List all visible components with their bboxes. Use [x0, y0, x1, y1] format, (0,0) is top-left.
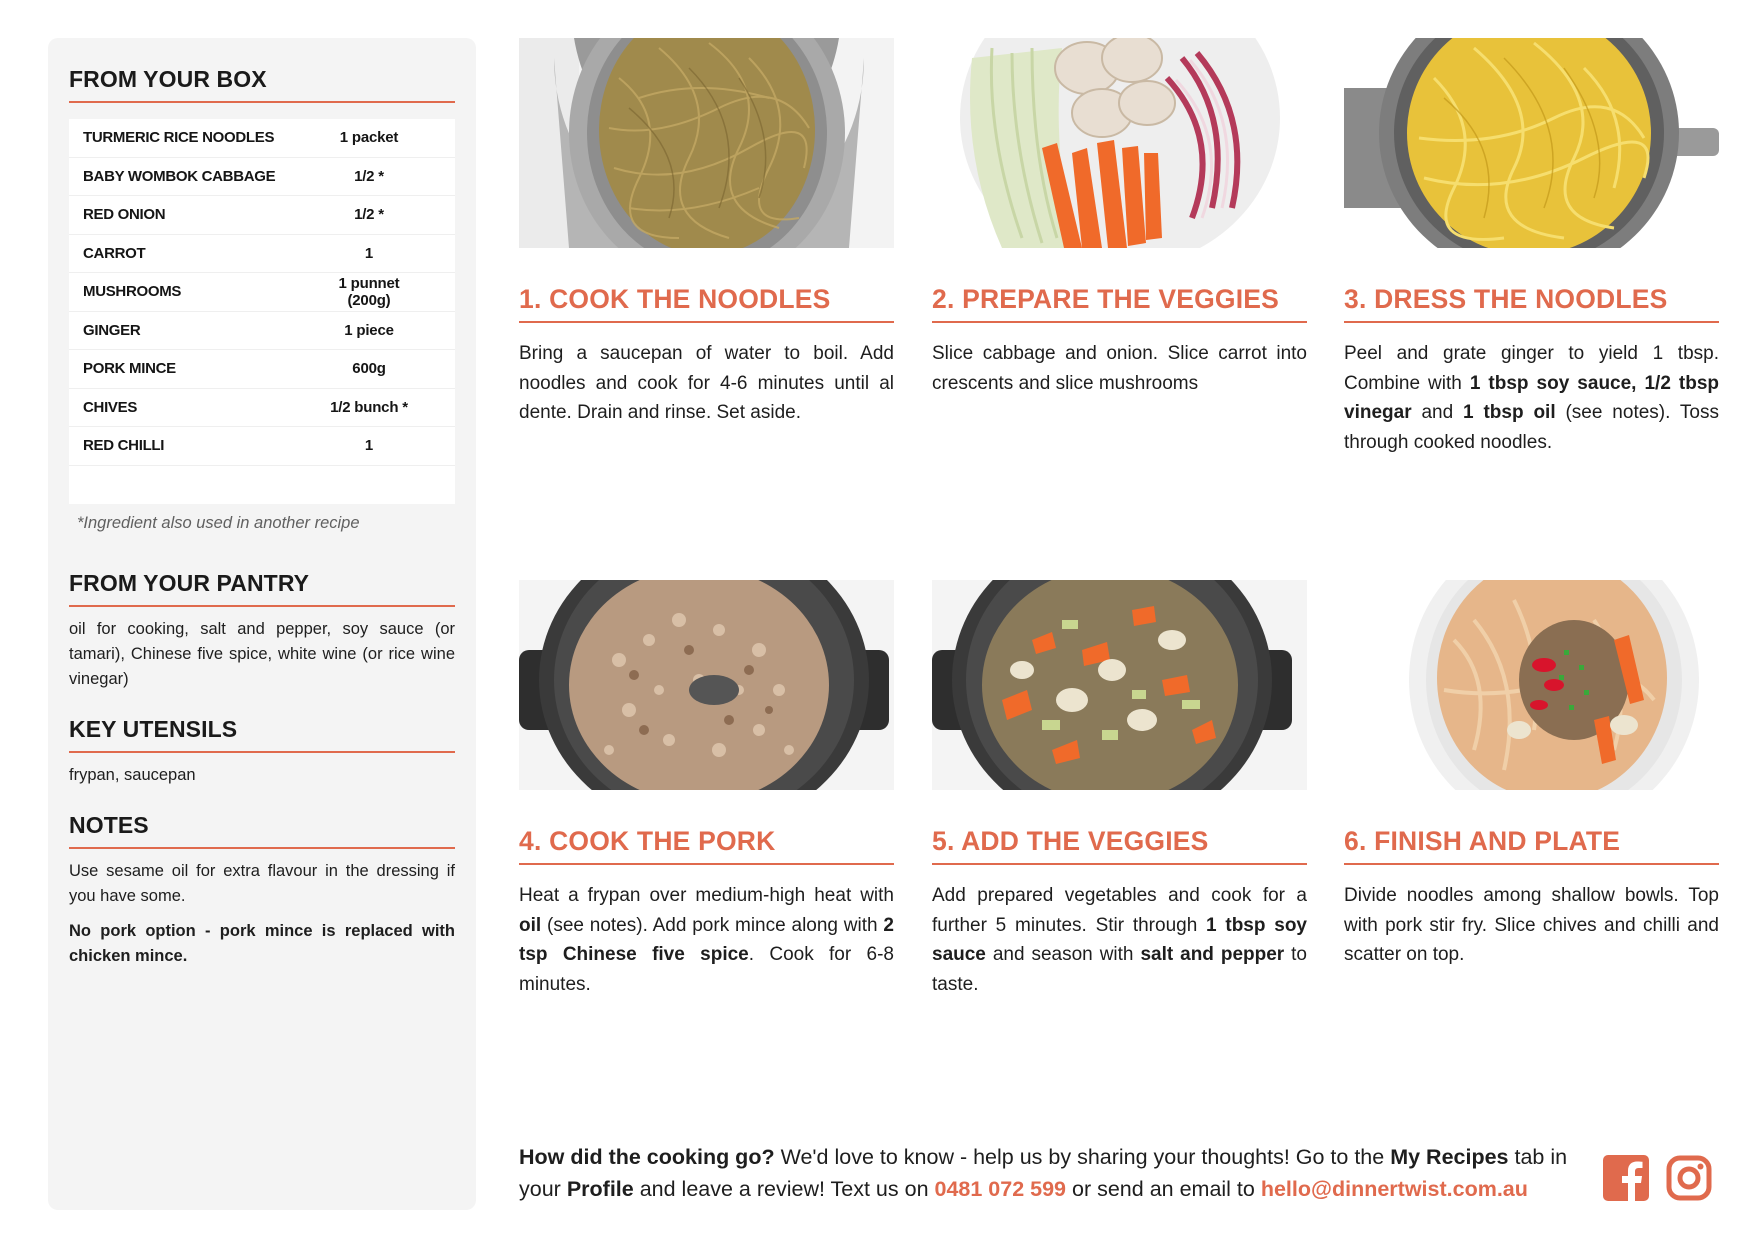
ingredient-name: GINGER [83, 321, 141, 339]
ingredient-name: RED CHILLI [83, 437, 165, 455]
ingredient-row [69, 389, 455, 428]
step-5 [932, 580, 1307, 999]
footer-text-2: tab in your [519, 1145, 1568, 1201]
ingredient-row [69, 312, 455, 351]
ingredient-row [69, 158, 455, 197]
step-4 [519, 580, 894, 999]
footer-text-1: We'd love to know - help us by sharing your thoughts! Go to the [774, 1145, 1391, 1169]
ingredient-qty: 1 [364, 244, 374, 262]
ingredient-row [69, 119, 455, 158]
ingredient-row [69, 196, 455, 235]
footer-text-3: and leave a review! Text us on [633, 1176, 935, 1201]
step-2-text [932, 339, 1307, 398]
step-text-bold: 1 tbsp soy sauce, 1/2 tbsp vinegar [1344, 372, 1719, 423]
ingredient-empty-row [69, 466, 455, 504]
step-text-part: (see notes). Toss through cooked noodles. [1344, 402, 1719, 453]
ingredient-row [69, 350, 455, 389]
ingredient-row [69, 273, 455, 312]
step-3-title: 3. DRESS THE NOODLES [1344, 284, 1719, 323]
ingredient-name: CHIVES [83, 398, 138, 416]
notes-bold-text: No pork option - pork mince is replaced with chicken mince. [69, 921, 455, 965]
ingredient-name: CARROT [83, 244, 146, 262]
ingredient-row [69, 427, 455, 466]
ingredient-name: RED ONION [83, 206, 166, 224]
instagram-icon[interactable] [1666, 1155, 1712, 1201]
step-2 [932, 38, 1307, 398]
ingredient-qty: 1 punnet (200g) [338, 274, 400, 309]
my-recipes-label: My Recipes [1390, 1145, 1509, 1169]
ingredient-qty: 1 piece [344, 321, 394, 339]
step-4-title: 4. COOK THE PORK [519, 826, 894, 865]
from-your-pantry-heading: FROM YOUR PANTRY [69, 570, 455, 607]
ingredient-name: BABY WOMBOK CABBAGE [83, 167, 276, 185]
feedback-footer [519, 1142, 1589, 1205]
step-text-bold: 1 tbsp oil [1463, 402, 1556, 423]
ingredients-sidebar [48, 38, 476, 1210]
dressed-noodles-pot-image [1344, 38, 1719, 248]
step-text-bold: 2 tsp Chinese five spice [519, 914, 894, 965]
utensils-text: frypan, saucepan [69, 765, 196, 784]
ingredient-qty: 1/2 bunch * [330, 398, 408, 416]
footer-text-4: or send an email to [1066, 1176, 1261, 1201]
notes-heading: NOTES [69, 812, 455, 849]
pantry-text: oil for cooking, salt and pepper, soy sauce (or tamari), Chinese five spice, white wine (or rice wine vinegar) [69, 619, 455, 688]
step-text-bold: salt and pepper [1140, 944, 1285, 965]
step-4-text [519, 881, 894, 999]
notes-section [69, 812, 455, 969]
sliced-veggies-plate-image [932, 38, 1307, 248]
ingredient-footnote: *Ingredient also used in another recipe [77, 513, 360, 532]
pork-mince-frypan-image [519, 580, 894, 790]
step-5-title: 5. ADD THE VEGGIES [932, 826, 1307, 865]
step-text-bold: oil [519, 914, 542, 936]
step-6 [1344, 580, 1719, 970]
ingredient-qty: 1 packet [339, 129, 399, 147]
utensils-section [69, 716, 455, 788]
ingredient-name: MUSHROOMS [83, 283, 182, 301]
pantry-section [69, 570, 455, 692]
phone-link[interactable]: 0481 072 599 [934, 1176, 1067, 1201]
step-5-text [932, 881, 1307, 999]
step-text-part: Bring a saucepan of water to boil. Add noodles and cook for 4-6 minutes until al dente. Drain and rinse. Set aside. [519, 343, 894, 423]
notes-text: Use sesame oil for extra flavour in the dressing if you have some. [69, 861, 455, 905]
from-your-box-heading: FROM YOUR BOX [69, 66, 455, 103]
step-text-bold: 1 tbsp soy sauce [932, 914, 1307, 965]
ingredient-qty: 1/2 * [354, 167, 384, 185]
ingredient-qty: 1 [364, 437, 374, 455]
email-link[interactable]: hello@dinnertwist.com.au [1260, 1176, 1528, 1201]
plated-noodles-bowl-image [1344, 580, 1719, 790]
step-3 [1344, 38, 1719, 457]
ingredients-table [69, 119, 455, 504]
ingredient-name: TURMERIC RICE NOODLES [83, 129, 275, 147]
step-text-part: and season with [985, 944, 1141, 965]
step-1-text [519, 339, 894, 428]
step-text-part: Peel and grate ginger to yield 1 tbsp. Combine with [1344, 343, 1719, 394]
ingredient-row [69, 235, 455, 274]
step-text-part: (see notes). Add pork mince along with [541, 914, 884, 936]
step-6-title: 6. FINISH AND PLATE [1344, 826, 1719, 865]
noodles-in-colander-image [519, 38, 894, 248]
step-2-title: 2. PREPARE THE VEGGIES [932, 284, 1307, 323]
step-text-part: and [1411, 402, 1464, 423]
ingredient-name: PORK MINCE [83, 360, 176, 378]
step-text-part: to taste. [932, 944, 1307, 995]
step-text-part: Divide noodles among shallow bowls. Top with pork stir fry. Slice chives and chilli and scatter on top. [1344, 885, 1719, 965]
veggies-stir-fry-frypan-image [932, 580, 1307, 790]
step-text-part: Heat a frypan over medium-high heat with [519, 885, 894, 906]
step-text-part: . Cook for 6-8 minutes. [519, 944, 894, 995]
footer-question: How did the cooking go? [519, 1145, 775, 1169]
profile-label: Profile [566, 1176, 634, 1201]
step-text-part: Add prepared vegetables and cook for a further 5 minutes. Stir through [932, 885, 1307, 936]
step-1-title: 1. COOK THE NOODLES [519, 284, 894, 323]
step-6-text [1344, 881, 1719, 970]
ingredient-qty: 1/2 * [354, 206, 384, 224]
step-1 [519, 38, 894, 428]
facebook-icon[interactable] [1603, 1155, 1649, 1201]
step-3-text [1344, 339, 1719, 457]
ingredient-qty: 600g [352, 360, 386, 378]
key-utensils-heading: KEY UTENSILS [69, 716, 455, 753]
step-text-part: Slice cabbage and onion. Slice carrot into crescents and slice mushrooms [932, 343, 1307, 394]
